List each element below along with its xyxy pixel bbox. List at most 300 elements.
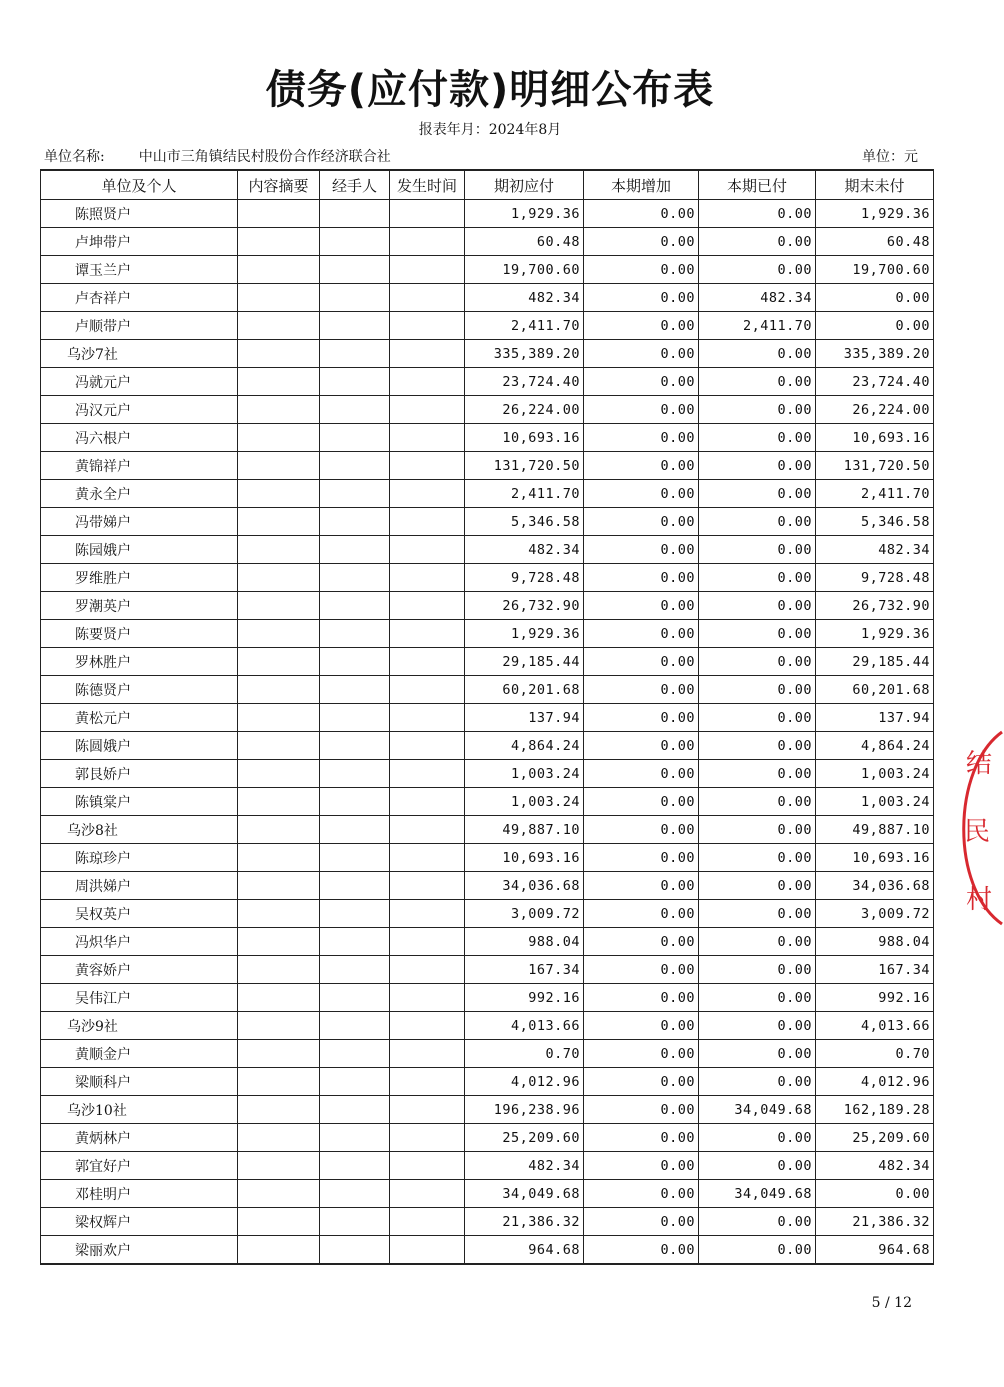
cell-date xyxy=(390,396,465,424)
cell-summary xyxy=(238,1012,320,1040)
cell-name: 谭玉兰户 xyxy=(41,256,238,284)
cell-increase: 0.00 xyxy=(584,312,699,340)
cell-opening: 2,411.70 xyxy=(465,480,584,508)
cell-closing: 9,728.48 xyxy=(816,564,934,592)
cell-handler xyxy=(320,900,390,928)
cell-handler xyxy=(320,396,390,424)
cell-handler xyxy=(320,1096,390,1124)
cell-closing: 29,185.44 xyxy=(816,648,934,676)
cell-summary xyxy=(238,872,320,900)
cell-date xyxy=(390,788,465,816)
cell-closing: 4,864.24 xyxy=(816,732,934,760)
cell-closing: 335,389.20 xyxy=(816,340,934,368)
cell-name: 卢坤带户 xyxy=(41,228,238,256)
table-row xyxy=(41,1152,934,1180)
table-row xyxy=(41,760,934,788)
cell-handler xyxy=(320,648,390,676)
cell-closing: 3,009.72 xyxy=(816,900,934,928)
col-header-paid: 本期已付 xyxy=(699,170,816,200)
cell-handler xyxy=(320,872,390,900)
cell-opening: 4,012.96 xyxy=(465,1068,584,1096)
cell-handler xyxy=(320,928,390,956)
cell-name: 陈照贤户 xyxy=(41,200,238,228)
cell-closing: 4,012.96 xyxy=(816,1068,934,1096)
cell-summary xyxy=(238,1096,320,1124)
cell-handler xyxy=(320,424,390,452)
table-row xyxy=(41,452,934,480)
cell-opening: 19,700.60 xyxy=(465,256,584,284)
table-row xyxy=(41,592,934,620)
table-row xyxy=(41,200,934,228)
cell-paid: 0.00 xyxy=(699,872,816,900)
cell-opening: 23,724.40 xyxy=(465,368,584,396)
cell-closing: 1,929.36 xyxy=(816,620,934,648)
cell-handler xyxy=(320,200,390,228)
table-row xyxy=(41,1012,934,1040)
col-header-date: 发生时间 xyxy=(390,170,465,200)
cell-closing: 1,929.36 xyxy=(816,200,934,228)
table-row xyxy=(41,676,934,704)
cell-paid: 0.00 xyxy=(699,592,816,620)
cell-summary xyxy=(238,452,320,480)
cell-name: 黄松元户 xyxy=(41,704,238,732)
cell-opening: 1,003.24 xyxy=(465,760,584,788)
cell-closing: 60,201.68 xyxy=(816,676,934,704)
cell-name: 黄炳林户 xyxy=(41,1124,238,1152)
cell-date xyxy=(390,284,465,312)
unit-name-label: 单位名称: xyxy=(44,149,105,165)
cell-increase: 0.00 xyxy=(584,508,699,536)
cell-summary xyxy=(238,788,320,816)
col-header-handler: 经手人 xyxy=(320,170,390,200)
cell-summary xyxy=(238,1236,320,1265)
cell-paid: 0.00 xyxy=(699,424,816,452)
cell-closing: 49,887.10 xyxy=(816,816,934,844)
cell-opening: 21,386.32 xyxy=(465,1208,584,1236)
cell-paid: 0.00 xyxy=(699,480,816,508)
unit-name-line xyxy=(44,146,391,166)
cell-handler xyxy=(320,732,390,760)
cell-increase: 0.00 xyxy=(584,228,699,256)
cell-closing: 482.34 xyxy=(816,1152,934,1180)
cell-closing: 19,700.60 xyxy=(816,256,934,284)
cell-handler xyxy=(320,228,390,256)
cell-date xyxy=(390,1012,465,1040)
cell-date xyxy=(390,928,465,956)
cell-closing: 4,013.66 xyxy=(816,1012,934,1040)
seal-char-2: 民 xyxy=(964,817,991,847)
cell-closing: 988.04 xyxy=(816,928,934,956)
cell-closing: 5,346.58 xyxy=(816,508,934,536)
cell-increase: 0.00 xyxy=(584,844,699,872)
cell-date xyxy=(390,256,465,284)
cell-handler xyxy=(320,480,390,508)
table-row xyxy=(41,1208,934,1236)
cell-name: 吴权英户 xyxy=(41,900,238,928)
cell-handler xyxy=(320,340,390,368)
cell-summary xyxy=(238,564,320,592)
cell-paid: 0.00 xyxy=(699,1012,816,1040)
cell-paid: 0.00 xyxy=(699,1040,816,1068)
table-row xyxy=(41,844,934,872)
cell-paid: 0.00 xyxy=(699,564,816,592)
cell-increase: 0.00 xyxy=(584,1236,699,1265)
cell-handler xyxy=(320,676,390,704)
cell-increase: 0.00 xyxy=(584,340,699,368)
cell-name: 乌沙8社 xyxy=(41,816,238,844)
table-row xyxy=(41,984,934,1012)
cell-opening: 1,929.36 xyxy=(465,200,584,228)
cell-paid: 0.00 xyxy=(699,256,816,284)
cell-summary xyxy=(238,1068,320,1096)
cell-name: 梁顺科户 xyxy=(41,1068,238,1096)
cell-paid: 0.00 xyxy=(699,1208,816,1236)
cell-handler xyxy=(320,564,390,592)
cell-date xyxy=(390,592,465,620)
table-body xyxy=(41,200,934,1265)
cell-date xyxy=(390,200,465,228)
cell-increase: 0.00 xyxy=(584,956,699,984)
cell-summary xyxy=(238,844,320,872)
cell-paid: 0.00 xyxy=(699,396,816,424)
table-row xyxy=(41,872,934,900)
cell-increase: 0.00 xyxy=(584,816,699,844)
cell-name: 罗维胜户 xyxy=(41,564,238,592)
cell-paid: 34,049.68 xyxy=(699,1180,816,1208)
cell-name: 罗林胜户 xyxy=(41,648,238,676)
cell-handler xyxy=(320,620,390,648)
cell-date xyxy=(390,1124,465,1152)
cell-paid: 482.34 xyxy=(699,284,816,312)
cell-increase: 0.00 xyxy=(584,1012,699,1040)
cell-closing: 167.34 xyxy=(816,956,934,984)
col-header-unit: 单位及个人 xyxy=(41,170,238,200)
cell-date xyxy=(390,984,465,1012)
page-number: 5 / 12 xyxy=(871,1295,912,1311)
cell-handler xyxy=(320,256,390,284)
cell-date xyxy=(390,312,465,340)
cell-opening: 992.16 xyxy=(465,984,584,1012)
cell-opening: 2,411.70 xyxy=(465,312,584,340)
col-header-closing: 期末未付 xyxy=(816,170,934,200)
cell-closing: 34,036.68 xyxy=(816,872,934,900)
cell-increase: 0.00 xyxy=(584,676,699,704)
cell-paid: 0.00 xyxy=(699,620,816,648)
table-row xyxy=(41,368,934,396)
cell-opening: 34,049.68 xyxy=(465,1180,584,1208)
cell-closing: 10,693.16 xyxy=(816,844,934,872)
cell-summary xyxy=(238,1040,320,1068)
cell-handler xyxy=(320,592,390,620)
table-row xyxy=(41,228,934,256)
cell-date xyxy=(390,1180,465,1208)
cell-increase: 0.00 xyxy=(584,1180,699,1208)
cell-increase: 0.00 xyxy=(584,1096,699,1124)
cell-summary xyxy=(238,508,320,536)
cell-date xyxy=(390,564,465,592)
cell-increase: 0.00 xyxy=(584,396,699,424)
cell-name: 冯带娣户 xyxy=(41,508,238,536)
cell-increase: 0.00 xyxy=(584,732,699,760)
cell-opening: 49,887.10 xyxy=(465,816,584,844)
cell-increase: 0.00 xyxy=(584,368,699,396)
cell-handler xyxy=(320,1236,390,1265)
cell-name: 冯汉元户 xyxy=(41,396,238,424)
cell-summary xyxy=(238,368,320,396)
cell-closing: 992.16 xyxy=(816,984,934,1012)
cell-opening: 1,929.36 xyxy=(465,620,584,648)
cell-increase: 0.00 xyxy=(584,928,699,956)
cell-date xyxy=(390,228,465,256)
cell-handler xyxy=(320,844,390,872)
cell-increase: 0.00 xyxy=(584,1152,699,1180)
cell-increase: 0.00 xyxy=(584,480,699,508)
table-row xyxy=(41,1236,934,1265)
cell-opening: 4,013.66 xyxy=(465,1012,584,1040)
cell-closing: 10,693.16 xyxy=(816,424,934,452)
cell-opening: 9,728.48 xyxy=(465,564,584,592)
cell-opening: 5,346.58 xyxy=(465,508,584,536)
table-row xyxy=(41,564,934,592)
cell-name: 陈德贤户 xyxy=(41,676,238,704)
cell-increase: 0.00 xyxy=(584,900,699,928)
table-row xyxy=(41,284,934,312)
col-header-opening: 期初应付 xyxy=(465,170,584,200)
table-header-row xyxy=(41,170,934,200)
cell-paid: 0.00 xyxy=(699,676,816,704)
cell-paid: 0.00 xyxy=(699,1152,816,1180)
cell-date xyxy=(390,424,465,452)
cell-closing: 0.70 xyxy=(816,1040,934,1068)
table-row xyxy=(41,312,934,340)
cell-name: 黄锦祥户 xyxy=(41,452,238,480)
cell-name: 冯就元户 xyxy=(41,368,238,396)
cell-increase: 0.00 xyxy=(584,984,699,1012)
cell-handler xyxy=(320,284,390,312)
cell-increase: 0.00 xyxy=(584,760,699,788)
cell-handler xyxy=(320,1012,390,1040)
cell-paid: 34,049.68 xyxy=(699,1096,816,1124)
cell-date xyxy=(390,508,465,536)
cell-summary xyxy=(238,760,320,788)
cell-opening: 335,389.20 xyxy=(465,340,584,368)
cell-paid: 0.00 xyxy=(699,1236,816,1265)
cell-increase: 0.00 xyxy=(584,424,699,452)
cell-name: 黄永全户 xyxy=(41,480,238,508)
cell-date xyxy=(390,900,465,928)
cell-closing: 26,224.00 xyxy=(816,396,934,424)
cell-increase: 0.00 xyxy=(584,256,699,284)
cell-handler xyxy=(320,1040,390,1068)
cell-summary xyxy=(238,256,320,284)
table-row xyxy=(41,816,934,844)
cell-summary xyxy=(238,620,320,648)
cell-paid: 0.00 xyxy=(699,368,816,396)
cell-increase: 0.00 xyxy=(584,452,699,480)
cell-summary xyxy=(238,732,320,760)
cell-paid: 0.00 xyxy=(699,200,816,228)
cell-summary xyxy=(238,340,320,368)
cell-summary xyxy=(238,536,320,564)
cell-date xyxy=(390,1208,465,1236)
cell-opening: 482.34 xyxy=(465,536,584,564)
table-row xyxy=(41,396,934,424)
col-header-increase: 本期增加 xyxy=(584,170,699,200)
table-row xyxy=(41,1180,934,1208)
cell-closing: 162,189.28 xyxy=(816,1096,934,1124)
cell-increase: 0.00 xyxy=(584,620,699,648)
seal-char-1: 结 xyxy=(966,749,993,779)
cell-increase: 0.00 xyxy=(584,704,699,732)
cell-paid: 0.00 xyxy=(699,648,816,676)
cell-date xyxy=(390,340,465,368)
table-row xyxy=(41,704,934,732)
cell-opening: 29,185.44 xyxy=(465,648,584,676)
cell-date xyxy=(390,620,465,648)
table-row xyxy=(41,536,934,564)
cell-summary xyxy=(238,424,320,452)
cell-closing: 0.00 xyxy=(816,284,934,312)
cell-opening: 10,693.16 xyxy=(465,424,584,452)
cell-opening: 482.34 xyxy=(465,1152,584,1180)
cell-name: 吴伟江户 xyxy=(41,984,238,1012)
cell-name: 乌沙7社 xyxy=(41,340,238,368)
cell-name: 郭艮娇户 xyxy=(41,760,238,788)
cell-name: 郭宜好户 xyxy=(41,1152,238,1180)
cell-closing: 23,724.40 xyxy=(816,368,934,396)
cell-name: 黄容娇户 xyxy=(41,956,238,984)
cell-handler xyxy=(320,816,390,844)
cell-date xyxy=(390,1040,465,1068)
cell-handler xyxy=(320,1124,390,1152)
cell-summary xyxy=(238,480,320,508)
cell-summary xyxy=(238,284,320,312)
cell-summary xyxy=(238,396,320,424)
cell-opening: 0.70 xyxy=(465,1040,584,1068)
cell-opening: 137.94 xyxy=(465,704,584,732)
cell-paid: 0.00 xyxy=(699,536,816,564)
cell-handler xyxy=(320,760,390,788)
cell-paid: 0.00 xyxy=(699,1124,816,1152)
cell-handler xyxy=(320,788,390,816)
cell-handler xyxy=(320,1208,390,1236)
cell-paid: 0.00 xyxy=(699,1068,816,1096)
cell-closing: 482.34 xyxy=(816,536,934,564)
cell-summary xyxy=(238,1208,320,1236)
cell-name: 卢杏祥户 xyxy=(41,284,238,312)
cell-handler xyxy=(320,1152,390,1180)
cell-date xyxy=(390,452,465,480)
cell-increase: 0.00 xyxy=(584,200,699,228)
cell-increase: 0.00 xyxy=(584,564,699,592)
cell-summary xyxy=(238,200,320,228)
cell-closing: 964.68 xyxy=(816,1236,934,1265)
cell-paid: 0.00 xyxy=(699,788,816,816)
table-row xyxy=(41,424,934,452)
cell-summary xyxy=(238,1152,320,1180)
cell-handler xyxy=(320,1068,390,1096)
cell-summary xyxy=(238,928,320,956)
cell-opening: 10,693.16 xyxy=(465,844,584,872)
cell-paid: 0.00 xyxy=(699,816,816,844)
cell-opening: 988.04 xyxy=(465,928,584,956)
cell-summary xyxy=(238,648,320,676)
cell-closing: 2,411.70 xyxy=(816,480,934,508)
cell-name: 卢顺带户 xyxy=(41,312,238,340)
cell-paid: 0.00 xyxy=(699,732,816,760)
cell-date xyxy=(390,1152,465,1180)
cell-summary xyxy=(238,984,320,1012)
cell-paid: 2,411.70 xyxy=(699,312,816,340)
col-header-summary: 内容摘要 xyxy=(238,170,320,200)
cell-closing: 26,732.90 xyxy=(816,592,934,620)
cell-opening: 3,009.72 xyxy=(465,900,584,928)
cell-name: 陈要贤户 xyxy=(41,620,238,648)
cell-name: 乌沙9社 xyxy=(41,1012,238,1040)
red-seal-stamp xyxy=(944,728,1004,928)
cell-increase: 0.00 xyxy=(584,536,699,564)
cell-name: 陈琼珍户 xyxy=(41,844,238,872)
cell-closing: 25,209.60 xyxy=(816,1124,934,1152)
cell-closing: 1,003.24 xyxy=(816,788,934,816)
cell-name: 乌沙10社 xyxy=(41,1096,238,1124)
cell-handler xyxy=(320,312,390,340)
cell-date xyxy=(390,872,465,900)
cell-paid: 0.00 xyxy=(699,844,816,872)
cell-summary xyxy=(238,1180,320,1208)
cell-date xyxy=(390,844,465,872)
table-row xyxy=(41,1068,934,1096)
debt-ledger-table xyxy=(40,169,934,1265)
table-row xyxy=(41,1124,934,1152)
cell-opening: 25,209.60 xyxy=(465,1124,584,1152)
cell-paid: 0.00 xyxy=(699,508,816,536)
cell-closing: 1,003.24 xyxy=(816,760,934,788)
unit-name-value: 中山市三角镇结民村股份合作经济联合社 xyxy=(138,149,391,165)
cell-closing: 0.00 xyxy=(816,1180,934,1208)
cell-opening: 26,732.90 xyxy=(465,592,584,620)
cell-name: 陈镇棠户 xyxy=(41,788,238,816)
table-row xyxy=(41,256,934,284)
cell-paid: 0.00 xyxy=(699,900,816,928)
cell-closing: 60.48 xyxy=(816,228,934,256)
cell-closing: 131,720.50 xyxy=(816,452,934,480)
cell-date xyxy=(390,648,465,676)
cell-handler xyxy=(320,956,390,984)
cell-summary xyxy=(238,704,320,732)
cell-paid: 0.00 xyxy=(699,956,816,984)
cell-paid: 0.00 xyxy=(699,984,816,1012)
cell-increase: 0.00 xyxy=(584,284,699,312)
cell-opening: 131,720.50 xyxy=(465,452,584,480)
cell-name: 陈园娥户 xyxy=(41,536,238,564)
table-row xyxy=(41,928,934,956)
cell-increase: 0.00 xyxy=(584,592,699,620)
cell-date xyxy=(390,816,465,844)
cell-name: 梁权辉户 xyxy=(41,1208,238,1236)
cell-date xyxy=(390,1068,465,1096)
cell-opening: 26,224.00 xyxy=(465,396,584,424)
cell-date xyxy=(390,480,465,508)
cell-date xyxy=(390,732,465,760)
cell-name: 冯炽华户 xyxy=(41,928,238,956)
cell-closing: 21,386.32 xyxy=(816,1208,934,1236)
cell-date xyxy=(390,1096,465,1124)
cell-increase: 0.00 xyxy=(584,1040,699,1068)
cell-name: 陈圆娥户 xyxy=(41,732,238,760)
table-row xyxy=(41,508,934,536)
cell-name: 罗潮英户 xyxy=(41,592,238,620)
